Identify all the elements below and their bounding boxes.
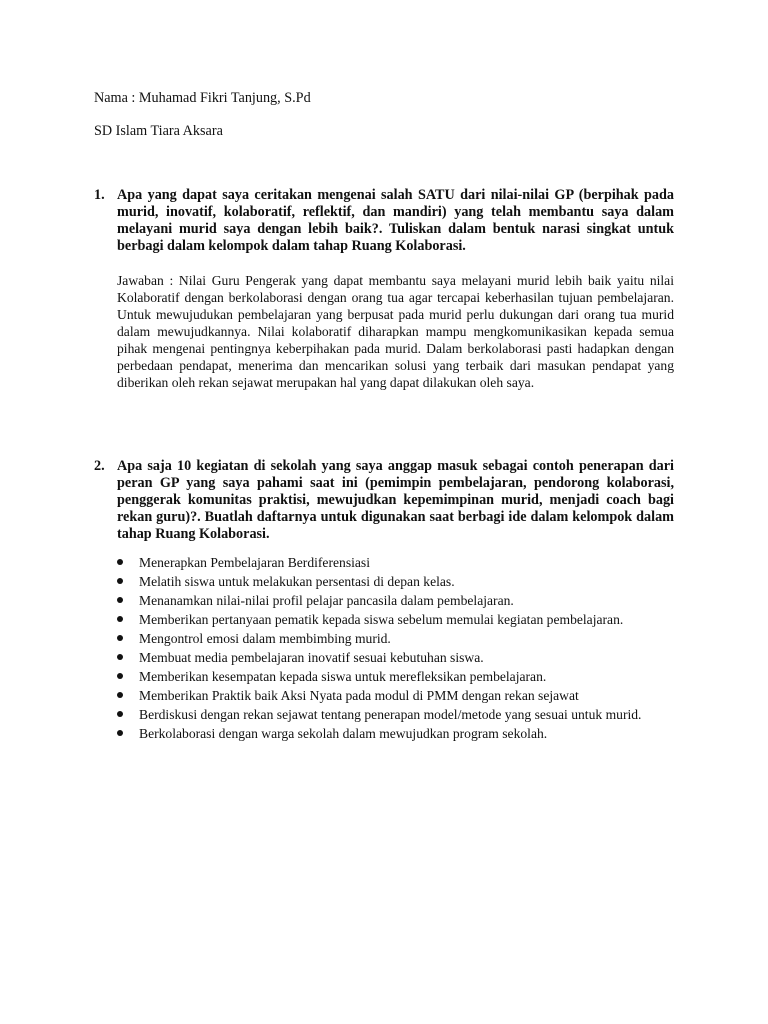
bullet-icon bbox=[117, 616, 123, 622]
question-1-block bbox=[94, 187, 674, 391]
list-item-text: Mengontrol emosi dalam membimbing murid. bbox=[139, 631, 391, 646]
list-item bbox=[117, 667, 647, 686]
bullet-icon bbox=[117, 730, 123, 736]
list-item bbox=[117, 724, 647, 743]
list-item bbox=[117, 705, 647, 724]
list-item-text: Menanamkan nilai-nilai profil pelajar pancasila dalam pembelajaran. bbox=[139, 593, 514, 608]
bullet-icon bbox=[117, 635, 123, 641]
list-item bbox=[117, 553, 647, 572]
list-item-text: Menerapkan Pembelajaran Berdiferensiasi bbox=[139, 555, 370, 570]
question-1-answer: Jawaban : Nilai Guru Pengerak yang dapat membantu saya melayani murid lebih baik yaitu nilai Kolaboratif dengan berkolaborasi dengan orang tua agar tercapai keberhasilan tujuan pembelajaran. Untuk mewujudukan pembelajaran yang berpusat pada murid perlu dukungan dari orang tua murid dalam mewujudkannya. Nilai kolaboratif diharapkan mampu mengkomunikasikan kepada semua pihak mengenai pentingnya keberpihakan pada murid. Dalam berkolaborasi pasti hadapkan dengan perbedaan pendapat, menerima dan mencarikan solusi yang terbaik dari masukan pendapat yang diberikan oleh rekan sejawat merupakan hal yang dapat dilakukan oleh saya. bbox=[117, 273, 674, 390]
bullet-icon bbox=[117, 673, 123, 679]
list-item-text: Membuat media pembelajaran inovatif sesuai kebutuhan siswa. bbox=[139, 650, 484, 665]
bullet-icon bbox=[117, 692, 123, 698]
list-item bbox=[117, 610, 647, 629]
bullet-icon bbox=[117, 597, 123, 603]
question-1-number: 1. bbox=[94, 187, 105, 203]
list-item-text: Melatih siswa untuk melakukan persentasi di depan kelas. bbox=[139, 574, 455, 589]
list-item-text: Berdiskusi dengan rekan sejawat tentang penerapan model/metode yang sesuai untuk murid. bbox=[139, 707, 642, 722]
bullet-icon bbox=[117, 559, 123, 565]
bullet-icon bbox=[117, 578, 123, 584]
list-item-text: Berkolaborasi dengan warga sekolah dalam mewujudkan program sekolah. bbox=[139, 726, 548, 741]
list-item bbox=[117, 686, 647, 705]
list-item-text: Memberikan kesempatan kepada siswa untuk merefleksikan pembelajaran. bbox=[139, 669, 547, 684]
list-item-text: Memberikan pertanyaan pematik kepada siswa sebelum memulai kegiatan pembelajaran. bbox=[139, 612, 624, 627]
list-item bbox=[117, 648, 647, 667]
question-2-block bbox=[94, 458, 674, 743]
list-item-text: Memberikan Praktik baik Aksi Nyata pada modul di PMM dengan rekan sejawat bbox=[139, 688, 579, 703]
question-2-text: Apa saja 10 kegiatan di sekolah yang saya anggap masuk sebagai contoh penerapan dari peran GP yang saya pahami saat ini (pemimpin pembelajaran, pendorong kolaborasi, penggerak komunitas praktisi, mewujudkan kepemimpinan murid, menjadi coach bagi rekan guru)?. Buatlah daftarnya untuk digunakan saat berbagi ide dalam kelompok dalam tahap Ruang Kolaborasi. bbox=[117, 458, 674, 542]
author-name-line: Nama : Muhamad Fikri Tanjung, S.Pd bbox=[94, 90, 311, 106]
list-item bbox=[117, 591, 647, 610]
list-item bbox=[117, 629, 647, 648]
activity-list bbox=[117, 553, 674, 743]
school-name-line: SD Islam Tiara Aksara bbox=[94, 123, 223, 139]
question-1-text: Apa yang dapat saya ceritakan mengenai salah SATU dari nilai-nilai GP (berpihak pada murid, inovatif, kolaboratif, reflektif, dan mandiri) yang telah membantu saya dalam melayani murid saya dengan lebih baik?. Tuliskan dalam bentuk narasi singkat untuk berbagi dalam kelompok dalam tahap Ruang Kolaborasi. bbox=[117, 187, 674, 254]
bullet-icon bbox=[117, 711, 123, 717]
question-2-number: 2. bbox=[94, 458, 105, 474]
list-item bbox=[117, 572, 647, 591]
bullet-icon bbox=[117, 654, 123, 660]
